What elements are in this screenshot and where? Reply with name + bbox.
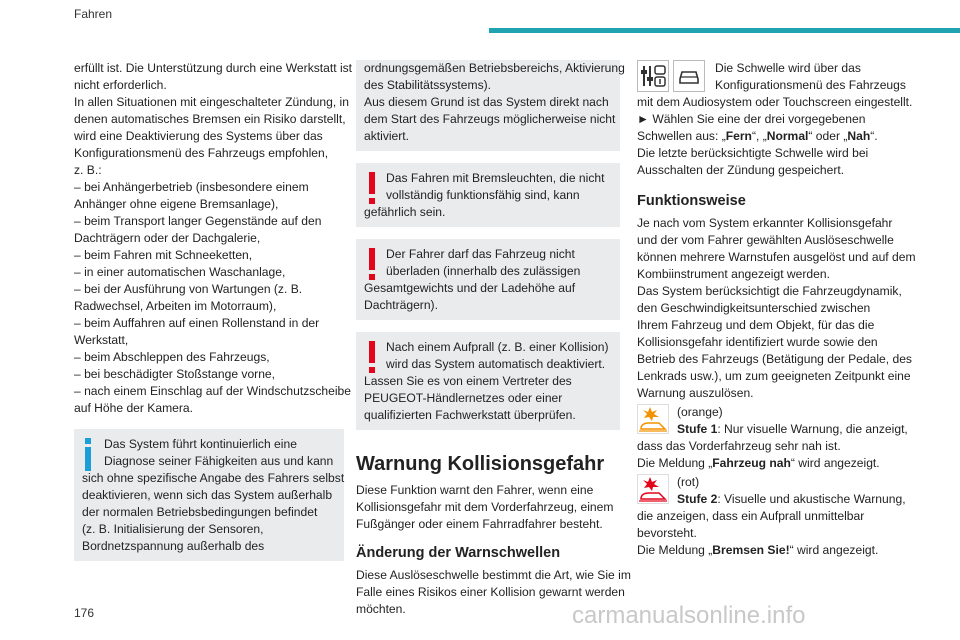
threshold-text-a: Die Schwelle wird über das	[715, 61, 861, 75]
stage1-text-2: dass das Vorderfahrzeug sehr nah ist.	[637, 439, 841, 453]
continued-box-text	[364, 60, 625, 145]
text-line: den Geschwindigkeitsunterschied zwischen	[637, 301, 871, 315]
text-line: Die letzte berücksichtigte Schwelle wird bei	[637, 146, 869, 160]
text-line: Kollisionsgefahr mit dem Vorderfahrzeug, einem	[356, 500, 614, 514]
text-line: Warnung auszulösen.	[637, 386, 754, 400]
stage1-message: Die Meldung „Fahrzeug nah“ wird angezeigt.	[637, 456, 880, 470]
text-line: Ausschalten der Zündung gespeichert.	[637, 163, 845, 177]
text-line: deaktivieren, wenn sich das System außerhalb	[82, 488, 333, 502]
option-normal: Normal	[766, 129, 809, 143]
text-line: Fußgänger oder einem Fahrradfahrer besteht.	[356, 517, 603, 531]
info-icon	[82, 438, 94, 472]
section-heading: Warnung Kollisionsgefahr	[356, 453, 605, 475]
text-line: Falle eines Risikos einer Kollision gewarnt werden	[356, 585, 625, 599]
text-line: – bei Anhängerbetrieb (insbesondere einem	[74, 180, 309, 194]
text-line: Kombiinstrument angezeigt werden.	[637, 267, 830, 281]
text-line: – beim Abschleppen des Fahrzeugs,	[74, 350, 270, 364]
text-line: sich ohne spezifische Angabe des Fahrers selbst	[82, 471, 345, 485]
warning-note-2	[356, 239, 620, 320]
text-line: Betrieb des Fahrzeugs (Betätigung der Pedale, des	[637, 352, 912, 366]
text-line: – beim Fahren mit Schneeketten,	[74, 248, 253, 262]
text-line: Konfigurationsmenü des Fahrzeugs empfohlen,	[74, 146, 329, 160]
text-line: Diagnose seiner Fähigkeiten aus und kann	[104, 454, 334, 468]
text-line: Nach einem Aufprall (z. B. einer Kollision)	[386, 340, 609, 354]
text-line: Das Fahren mit Bremsleuchten, die nicht	[386, 171, 605, 185]
page-number: 176	[74, 606, 95, 620]
text-line: Diese Auslöseschwelle bestimmt die Art, wie Sie im	[356, 568, 631, 582]
text-line: Dachträgern).	[364, 298, 438, 312]
text-line: gefährlich sein.	[364, 205, 446, 219]
warning-note-1-text	[364, 170, 612, 221]
section-intro	[356, 482, 620, 533]
text-line: wird das System automatisch deaktiviert.	[386, 357, 606, 371]
saved-text	[637, 145, 903, 179]
stage1-text: Stufe 1: Nur visuelle Warnung, die anzeigt,	[677, 422, 908, 436]
text-line: Gesamtgewichts und der Ladehöhe auf	[364, 281, 576, 295]
text-line: überladen (innerhalb des zulässigen	[386, 264, 581, 278]
info-note	[74, 429, 344, 561]
text-line: auf Höhe der Kamera.	[74, 401, 193, 415]
text-line: Das System berücksichtigt die Fahrzeugdynamik,	[637, 284, 902, 298]
text-line: wird eine Deaktivierung des Systems über das	[74, 129, 323, 143]
column-2	[356, 60, 631, 618]
text-line: ordnungsgemäßen Betriebsbereichs, Aktivierung	[364, 61, 625, 75]
text-line: nicht erforderlich.	[74, 78, 167, 92]
stage1-color: (orange)	[677, 405, 723, 419]
text-line: können mehrere Warnstufen ausgelöst und auf dem	[637, 250, 916, 264]
threshold-options: Schwellen aus: „Fern“, „Normal“ oder „Nah“.	[637, 129, 878, 143]
option-fern: Fern	[725, 129, 752, 143]
text-line: Der Fahrer darf das Fahrzeug nicht	[386, 247, 575, 261]
text-line: – beim Auffahren auf einen Rollenstand in der	[74, 316, 320, 330]
warning-icon	[366, 172, 378, 206]
select-instruction: ► Wählen Sie eine der drei vorgegebenen	[637, 112, 866, 126]
subsection-heading: Änderung der Warnschwellen	[356, 545, 561, 561]
header-accent-bar	[489, 28, 960, 33]
text-line: und der vom Fahrer gewählten Auslöseschwelle	[637, 233, 894, 247]
text-line: Kollisionsgefahr identifiziert wurde sowie den	[637, 335, 878, 349]
settings-symbol-icon	[637, 60, 669, 92]
car-front-icon	[673, 60, 705, 92]
text-line: – in einer automatischen Waschanlage,	[74, 265, 286, 279]
stage2-text: Stufe 2: Visuelle und akustische Warnung,	[677, 492, 906, 506]
stage2-text-3: bevorsteht.	[637, 526, 697, 540]
watermark: carmanualsonline.info	[572, 602, 806, 629]
text-line: – beim Transport langer Gegenstände auf den	[74, 214, 322, 228]
text-line: – bei der Ausführung von Wartungen (z. B.	[74, 282, 303, 296]
text-line: qualifizierten Fachwerkstatt überprüfen.	[364, 408, 576, 422]
collision-orange-icon	[637, 404, 669, 434]
text-line: z. B.:	[74, 163, 102, 177]
text-line: – bei beschädigter Stoßstange vorne,	[74, 367, 276, 381]
text-line: PEUGEOT-Händlernetzes oder einer	[364, 391, 563, 405]
text-line: Werkstatt,	[74, 333, 129, 347]
text-line: Bordnetzspannung außerhalb des	[82, 539, 265, 553]
warning-icon	[366, 248, 378, 282]
text-line: Je nach vom System erkannter Kollisionsgefahr	[637, 216, 893, 230]
warning-note-1	[356, 163, 620, 227]
text-line: aktiviert.	[364, 129, 410, 143]
warning-icon	[366, 341, 378, 375]
text-line: möchten.	[356, 602, 406, 616]
text-line: dem Start des Fahrzeugs möglicherweise nicht	[364, 112, 616, 126]
stage2-text-2: die anzeigen, dass ein Aufprall unmittelbar	[637, 509, 865, 523]
text-line: denen automatisches Bremsen ein Risiko darstellt,	[74, 112, 346, 126]
text-line: Diese Funktion warnt den Fahrer, wenn eine	[356, 483, 594, 497]
column-1	[74, 60, 353, 561]
text-line: In allen Situationen mit eingeschalteter Zündung, in	[74, 95, 349, 109]
text-line: der normalen Betriebsbedingungen befindet	[82, 505, 318, 519]
option-nah: Nah	[847, 129, 871, 143]
text-line: erfüllt ist. Die Unterstützung durch eine Werkstatt ist	[74, 61, 353, 75]
text-line: (z. B. Initialisierung der Sensoren,	[82, 522, 264, 536]
functionality-heading: Funktionsweise	[637, 193, 746, 209]
text-line: Radwechsel, Arbeiten im Motorraum),	[74, 299, 277, 313]
header-title: Fahren	[74, 7, 113, 21]
continued-box	[356, 60, 625, 151]
functionality-text	[637, 215, 916, 402]
threshold-text-c: mit dem Audiosystem oder Touchscreen eingestellt.	[637, 95, 913, 109]
text-line: Das System führt kontinuierlich eine	[104, 437, 297, 451]
text-line: des Stabilitätssystems).	[364, 78, 492, 92]
info-note-text	[82, 436, 345, 555]
stage2-color: (rot)	[677, 475, 700, 489]
threshold-text-b: Konfigurationsmenü des Fahrzeugs	[715, 78, 906, 92]
col1-text	[74, 60, 353, 417]
text-line: Dachträgern oder der Dachgalerie,	[74, 231, 261, 245]
text-line: Lenkrads usw.), um zum geeigneten Zeitpunkt eine	[637, 369, 911, 383]
collision-red-icon	[637, 474, 669, 504]
warning-note-3-text	[364, 339, 612, 424]
warning-note-2-text	[364, 246, 612, 314]
text-line: Lassen Sie es von einem Vertreter des	[364, 374, 572, 388]
text-line: Ihrem Fahrzeug und dem Objekt, für das die	[637, 318, 875, 332]
stage2-message: Die Meldung „Bremsen Sie!“ wird angezeigt.	[637, 543, 879, 557]
text-line: – nach einem Einschlag auf der Windschutzscheibe	[74, 384, 351, 398]
column-3	[637, 60, 916, 559]
text-line: vollständig funktionsfähig sind, kann	[386, 188, 580, 202]
warning-note-3	[356, 332, 620, 430]
text-line: Anhänger ohne eigene Bremsanlage),	[74, 197, 279, 211]
text-line: Aus diesem Grund ist das System direkt nach	[364, 95, 609, 109]
